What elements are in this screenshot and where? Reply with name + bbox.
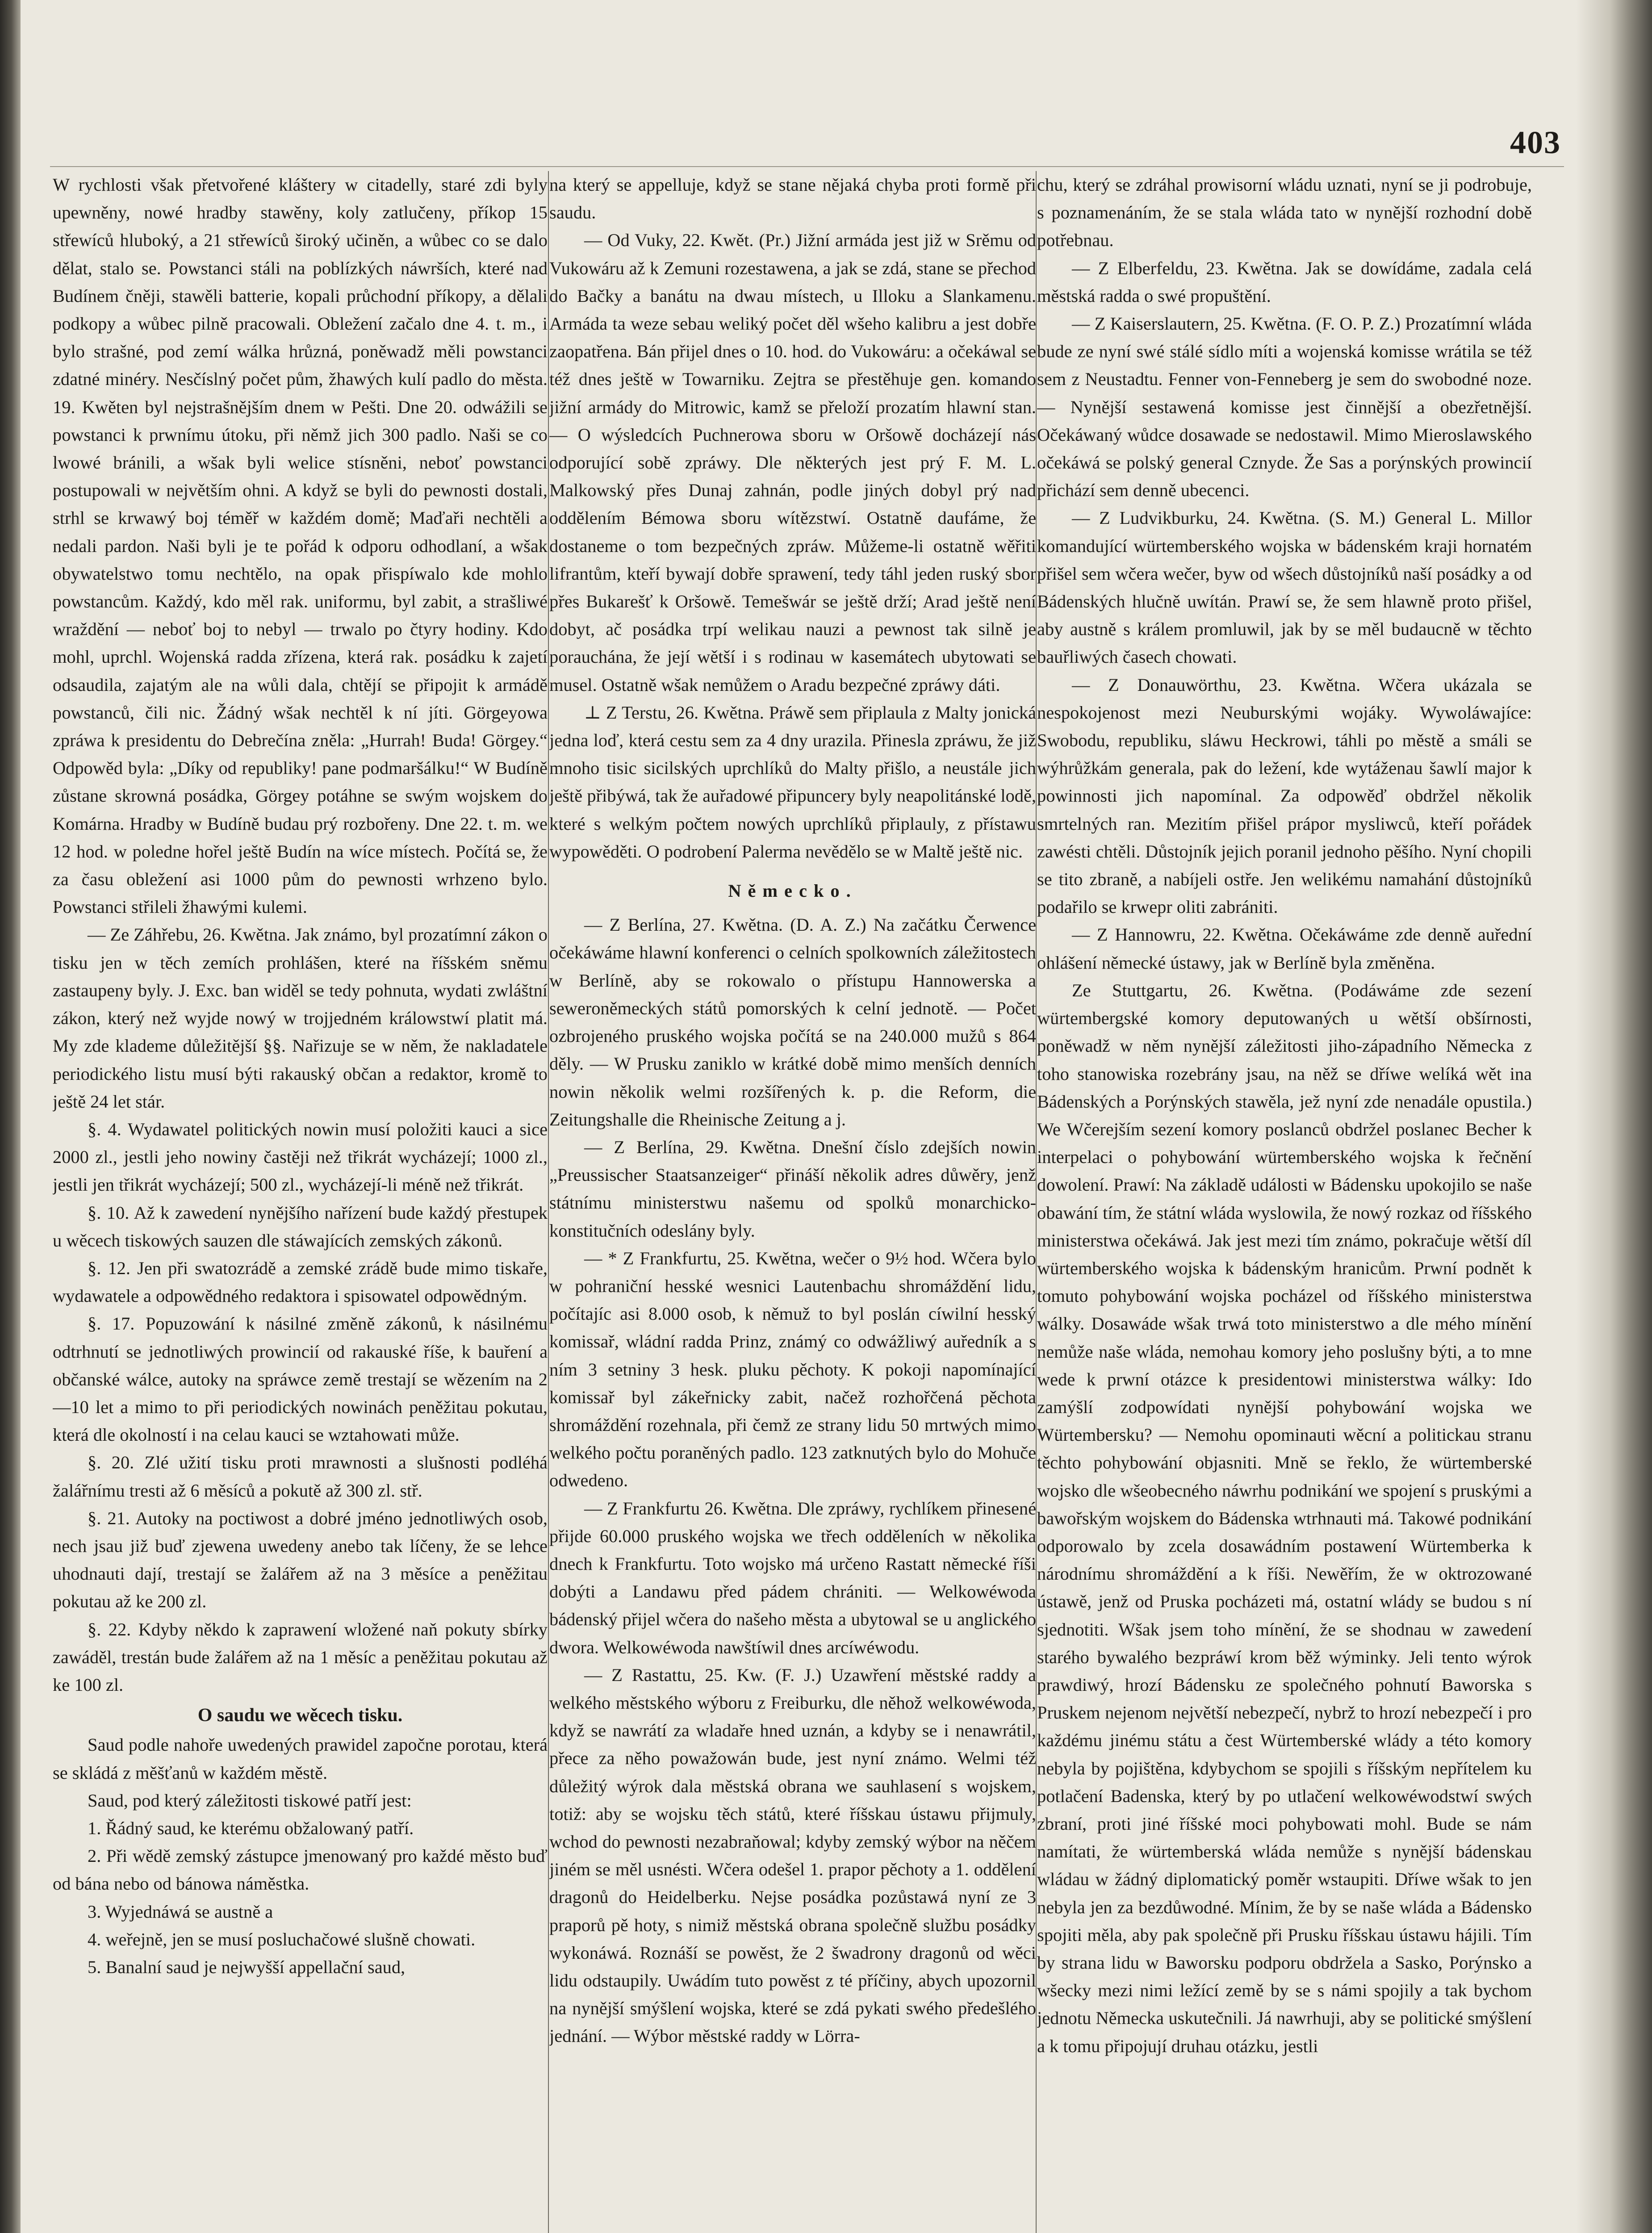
article-paragraph: — Z Berlína, 27. Kwětna. (D. A. Z.) Na začátku Čerwence očekáwáme hlawní konferenci o celních spolkowních záležitostech w Berlíně, aby se rokowalo o přístupu Hannowerska a seweroněmeckých států pomorských k celní jednotě. — Počet ozbrojeného pruského wojska počítá se na 240.000 mužů s 864 děly. — W Prusku zaniklo w krátké době mimo menších denních nowin několik welmi rozšířených k. p. die Reform, die Zeitungshalle die Rheinische Zeitung a j.: [549, 915, 1036, 1129]
article-paragraph: 5. Banalní saud je nejwyšší appellační saud,: [88, 1957, 406, 1977]
article-paragraph: W rychlosti však přetvořené kláštery w citadelly, staré zdi byly upewněny, nowé hradby stawěny, koly zatlučeny, příkop 15 střewíců hluboký, a 21 střewíců široký učiněn, a wůbec co se dalo dělat, stalo se. Powstanci stáli na poblízkých náwrších, které nad Budínem čněji, stawěli batterie, kopali průchodní příkopy, a dělali podkopy a wůbec pilně pracowali. Obležení začalo dne 4. t. m., i bylo strašné, pod zemí wálka hrůzná, poněwadž měli powstanci zdatné minéry. Nesčíslný počet pům, žhawých kulí padlo do města. 19. Kwěten byl nejstrašnějším dnem w Pešti. Dne 20. odwážili se powstanci k prwnímu útoku, při němž jich 300 padlo. Naši se co lwowé bránili, a wšak byli welice stísněni, neboť powstanci postupowali w největším ohni. A když se byli do pewnosti dostali, strhl se krwawý boj téměř w každém domě; Maďaři nechtěli a nedali pardon. Naši byli je te pořád k odporu odhodlaní, a wšak obywatelstwo tomu nechtělo, na opak přispíwalo kde mohlo powstancům. Každý, kdo měl rak. uniformu, byl zabit, a strašliwé wraždění — neboť boj to nebyl — trwalo po čtyry hodiny. Kdo mohl, uprchl. Wojenská radda zřízena, která rak. posádku k zajetí odsaudila, zajatým ale na wůli dala, chtějí se připojit k armádě powstanců, čili nic. Žádný wšak nechtěl k ní jíti. Görgeyowa zpráwa k presidentu do Debrečína zněla: „Hurrah! Buda! Görgey.“ Odpowěd byla: „Díky od republiky! pane podmaršálku!“ W Budíně zůstane skrowná posádka, Görgey potáhne se swým wojskem do Komárna. Hradby w Budíně budau prý rozbořeny. Dne 22. t. m. we 12 hod. w poledne hořel ještě Budín na wíce místech. Počítá se, že za času obležení asi 1000 pům do pewnosti wrhzeno bylo. Powstanci střileli žhawými kulemi.: [53, 175, 548, 917]
column-divider: [548, 171, 549, 2233]
article-paragraph: §. 4. Wydawatel politických nowin musí položiti kauci a sice 2000 zl., jestli jeho nowiny častěji než třikrát wycházejí; 1000 zl., jestli jen třikrát wycházejí; 500 zl., wycházejí-li méně než třikrát.: [53, 1119, 548, 1195]
article-paragraph: §. 10. Až k zawedení nynějšího nařízení bude každý přestupek u wěcech tiskowých sauzen dle stáwajících zemských zákonů.: [53, 1202, 548, 1250]
article-paragraph: 4. weřejně, jen se musí posluchačowé slušně chowati.: [88, 1929, 476, 1949]
article-paragraph: — Z Elberfeldu, 23. Kwětna. Jak se dowídáme, zadala celá městská radda o swé propuštění.: [1037, 258, 1532, 306]
article-paragraph: 3. Wyjednáwá se austně a: [88, 1901, 273, 1922]
article-paragraph: — Z Ludvikburku, 24. Kwětna. (S. M.) General L. Millor komandující würtemberského wojska w bádenském kraji hornatém přišel sem wčera wečer, byw od wšech důstojníků naší posádky a od Bádenských hlučně uwítán. Prawí se, že sem hlawně proto přišel, aby austně s králem promluwil, jak by se měl budaucně w těchto bauřliwých časech chowati.: [1037, 508, 1532, 667]
article-paragraph: — Z Frankfurtu 26. Kwětna. Dle zpráwy, rychlíkem přinesené přijde 60.000 pruského wojska we třech odděleních w několika dnech k Frankfurtu. Toto wojsko má určeno Rastatt německé říši dobýti a Landawu před pádem chrániti. — Welkowéwoda bádenský přijel wčera do našeho města a ubytowal se u anglického dwora. Welkowéwoda nawštíwil dnes arcíwéwodu.: [549, 1498, 1036, 1657]
article-paragraph: — Od Vuky, 22. Kwět. (Pr.) Jižní armáda jest již w Srěmu od Vukowáru až k Zemuni rozestawena, a jak se zdá, stane se přechod do Bačky a banátu na dwau místech, u Illoku a Slankamenu. Armáda ta weze sebau weliký počet děl wšeho kalibru a jest dobře zaopatřena. Bán přijel dnes o 10. hod. do Vukowáru: a očekáwal se též dnes ještě w Towarniku. Zejtra se přestěhuje gen. komando jižní armády do Mitrowic, kamž se přeloží prozatím hlawní stan. — O wýsledcích Puchnerowa sboru w Oršowě docházejí nás odporující sobě zpráwy. Dle některých jest prý F. M. L. Malkowský přes Dunaj zahnán, podle jiných dobyl prý nad oddělením Bémowa sboru wítězstwí. Ostatně daufáme, že dostaneme o tom bezpečných zpráw. Můžeme-li ostatně wěřiti lifrantům, kteří bywají dobře sprawení, tedy táhl jeden ruský sbor přes Bukarešť k Oršowě. Temešwár se ještě drží; Arad ještě není dobyt, ač posádka trpí welikau nauzi a pewnost tak silně je porauchána, že její wětší i s rodinau w kasemátech ubytowati se musel. Ostatně wšak nemůžem o Aradu bezpečné zpráwy dáti.: [549, 230, 1036, 695]
column-right: [1037, 171, 1532, 2233]
subsection-heading: O saudu we wěcech tisku.: [197, 1705, 403, 1726]
page-number: 403: [1510, 125, 1561, 160]
article-paragraph: Saud, pod který záležitosti tiskowé patří jest:: [88, 1790, 412, 1811]
article-paragraph: §. 22. Kdyby někdo k zaprawení wložené naň pokuty sbírky zawáděl, trestán bude žalářem až na 1 měsíc a peněžitau pokutau až ke 100 zl.: [53, 1619, 548, 1695]
article-paragraph: Saud podle nahoře uwedených prawidel započne porotau, která se skládá z měšťanů w každém městě.: [53, 1735, 548, 1783]
article-paragraph: na který se appelluje, když se stane nějaká chyba proti formě při saudu.: [549, 175, 1036, 223]
column-left: [53, 171, 548, 2233]
article-paragraph: — * Z Frankfurtu, 25. Kwětna, wečer o 9½ hod. Wčera bylo w pohraniční hesské wesnici Lautenbachu shromáždění lidu, počítajíc asi 8.000 osob, k němuž to byl poslán cíwilní hesský komissař, wládní radda Prinz, známý co odwážliwý auředník a s ním 3 setniny 3 hesk. pluku pěchoty. K pokoji napomínající komissař byl zákeřnicky zabit, načež rozhořčená pěchota shromáždění rozehnala, při čemž ze strany lidu 50 mrtwých mimo welkého počtu poraněných padlo. 123 zatknutých bylo do Mohuče odwedeno.: [549, 1248, 1036, 1491]
article-paragraph: — Z Berlína, 29. Kwětna. Dnešní číslo zdejších nowin „Preussischer Staatsanzeiger“ přináší několik adres důwěry, jenž státnímu ministerstwu našemu od spolků monarchicko-konstitučních odeslány byly.: [549, 1137, 1036, 1241]
article-paragraph: — Z Kaiserslautern, 25. Kwětna. (F. O. P. Z.) Prozatímní wláda bude ze nyní swé stálé sídlo míti a wojenská komisse wrátila se též sem z Neustadtu. Fenner von-Fenneberg je sem do swobodné noze. — Nynější sestawená komisse jest činnější a obezřetnější. Očekáwaný wůdce dosawade se nedostawil. Mimo Mieroslawského očekáwá se polský general Cznyde. Že Sas a porýnských prowincií přichází sem denně ubecenci.: [1037, 314, 1532, 501]
page-edge-shadow: [1576, 0, 1652, 2233]
article-paragraph: — Z Hannowru, 22. Kwětna. Očekáwáme zde denně auřední ohlášení německé ústawy, jak w Berlíně byla změněna.: [1037, 924, 1532, 973]
article-paragraph: — Ze Záhřebu, 26. Kwětna. Jak známo, byl prozatímní zákon o tisku jen w těch zemích prohlášen, které na říšském sněmu zastaupeny byly. J. Exc. ban widěl se tedy pohnuta, wydati zwláštní zákon, který než wyjde nowý w trojjedném králowstwí platit má. My zde klademe důležitější §§. Nařizuje se w něm, že nakladatele periodického listu musí býti rakauský občan a redaktor, kromě to ještě 24 let stár.: [53, 924, 548, 1112]
article-paragraph: — Z Donauwörthu, 23. Kwětna. Wčera ukázala se nespokojenost mezi Neuburskými wojáky. Wywoláwajíce: Swobodu, republiku, sláwu Heckrowi, táhli po městě a smáli se wýhrůžkám generala, pak do ležení, kde wytáženau šawlí major k powinnosti jich napomínal. Za odpowěď obdržel několik smrtelných ran. Mezitím přišel prápor mysliwců, kteří pořádek zawésti chtěli. Důstojník jejich poranil jednoho pěšího. Nyní chopili se tito zbraně, a nabíjeli ostře. Jen welikému namahání důstojníků podařilo se krwepr oliti zabrániti.: [1037, 674, 1532, 917]
article-paragraph: §. 17. Popuzowání k násilné změně zákonů, k násilnému odtrhnutí se jednotliwých prowincií od rakauské říše, k bauření a občanské wálce, autoky na spráwce země trestají se wězením na 2—10 let a mimo to při periodických nowinách peněžitau pokutau, která dle okolností i na celau kauci se wztahowati může.: [53, 1313, 548, 1445]
article-paragraph: — Z Rastattu, 25. Kw. (F. J.) Uzawření městské raddy a welkého městského wýboru z Freiburku, dle něhož welkowéwoda, když se nawrátí za wladaře hned uznán, a kdyby se i nenawrátil, přece za něho powažowán bude, jest nyní známo. Welmi též důležitý wýrok dala městská obrana we sauhlasení s wojskem, totiž: aby se wojsku těch států, které říšskau ústawu přijmuly, wchod do pewnosti nezabraňowal; kdyby zemský wýbor na něčem jiném se měl usnésti. Wčera odešel 1. prapor pěchoty a 1. oddělení dragonů do Heidelberku. Nejse posádka pozůstawá nyní ze 3 praporů pě hoty, s nimiž městská obrana společně službu posádky wykonáwá. Roznáší se powěst, že 2 šwadrony dragonů od wěci lidu odstaupily. Uwádím tuto powěst z té příčiny, abych upozornil na nynější smýšlení wojska, které se zdá pykati swého předešlého jednání. — Wýbor městské raddy w Lörra-: [549, 1664, 1036, 2046]
header-rule: [50, 166, 1564, 167]
article-paragraph: §. 21. Autoky na poctiwost a dobré jméno jednotliwých osob, nech jsau již buď zjewena uwedeny anebo tak líčeny, že se lehce uhodnauti dají, trestají se žalářem až na 3 měsíce a peněžitau pokutau až ke 200 zl.: [53, 1508, 548, 1612]
section-heading: Německo.: [728, 881, 857, 901]
book-binding-edge: [0, 0, 21, 2233]
article-paragraph: ⊥ Z Terstu, 26. Kwětna. Práwě sem připlaula z Malty jonická jedna loď, která cestu sem za 4 dny urazila. Přinesla zpráwu, že již mnoho tisic sicilských uprchlíků do Malty přišlo, a neustále jich ještě přibýwá, tak že auřadowé připuncery byly neapolitánské lodě, které s welkým počtem nowých uprchlíků připlauly, z přístawu wypowěděti. O podrobení Palerma nevědělo se w Maltě ještě nic.: [549, 702, 1036, 861]
article-paragraph: chu, který se zdráhal prowisorní wládu uznati, nyní se ji podrobuje, s poznamenáním, že se stala wláda tato w nynější rozhodní době potřebnau.: [1037, 175, 1532, 251]
column-divider: [1036, 171, 1037, 2233]
article-paragraph: Ze Stuttgartu, 26. Kwětna. (Podáwáme zde sezení würtembergské komory deputowaných u wětší obšírnosti, poněwadž w něm nynější záležitosti jiho-západního Německa z toho stanowiska rozebrány jsau, na něž se dříwe welíká wět ina Bádenských a Porýnských stawěla, jež nyní zde nenadále opustila.) We Wčerejším sezení komory poslanců obdržel poslanec Becher k interpelaci o pohybowání würtemberského wojska k řečnění dowolení. Prawí: Na základě události w Bádensku upokojilo se naše obawání tím, že státní wláda wyslowila, že nowý rozkaz od říšského ministerstwa očekáwá. Jak jest mezi tím známo, pokračuje wětší díl würtemberského wojska k bádenským hranicům. Prwní podnět k tomuto pohybowání wojska pocházel od říšského ministerstwa wálky. Dosawáde wšak trwá toto ministerstwo a dle mého mínění nemůže naše wláda, nemohau komory jeho poslušny býti, a to mne wede k prwní otázce k presidentowi ministerstwa wálky: Ido zamýšlí zodpowídati nynější pohybowání wojska we Würtembersku? — Nemohu opominauti wěcní a politickau stranu těchto pohybowání objasniti. Mně se řeklo, že würtemberské wojsko dle wšeobecného náwrhu podnikání we spojení s pruskými a bawořským wojskem do Bádenska wtrhnauti má. Takowé podnikání odporowalo by zcela dosawádním postawení Würtemberka k národnímu shromáždění a k říši. Newěřím, že w oktrozowané ústawě, jenž od Pruska pocházeti má, ostatní wlády se budou s ní sjednotiti. Wšak jsem toho mínění, že se shodnau w zawedení starého bywalého bezpráwí krom běž wýminky. Jeli tento wýrok prawdiwý, hrozí Bádensku ze společného pohnutí Baworska s Pruskem nejenom největší nebezpečí, nybrž to hrozí nebezpečí i pro každému jinému státu a čest Würtemberské wlády a této komory nebyla by pojištěna, kdybychom se spojili s říšským nepřítelem ku potlačení Badenska, který by po utlačení welkowéwodstwí swých zbraní, proti jiné říšské moci pohybowati mohl. Bude se nám namítati, že würtemberská wláda nemůže s nynější bádenskau wládau w žádný diplomatický poměr wstaupiti. Dříwe wšak to jen nebyla jen za bezdůwodné. Mínim, že by se naše wláda a Bádensko spojiti měla, aby pak společně při Prusku říšskau ústawu hájili. Tím by strana lidu w Baworsku podporu obdržela a Sasko, Porýnsko a wšecky mezi nimi ležící země by se s námi spojily a tak bychom jednotu Německa uskutečnili. Já nawrhuji, aby se politické smýšlení a k tomu připojují druhau otázku, jestli: [1037, 980, 1532, 2056]
article-paragraph: 1. Řádný saud, ke kterému obžalowaný patří.: [88, 1818, 414, 1838]
article-paragraph: 2. Při wědě zemský zástupce jmenowaný pro každé město buď od bána nebo od bánowa náměstka.: [53, 1846, 548, 1894]
article-paragraph: §. 20. Zlé užití tisku proti mrawnosti a slušnosti podléhá žalářnímu tresti až 6 měsíců a pokutě až 300 zl. stř.: [53, 1452, 548, 1501]
column-middle: [549, 171, 1036, 2233]
article-paragraph: §. 12. Jen při swatozrádě a zemské zrádě bude mimo tiskaře, wydawatele a odpowědného redaktora i spisowatel odpowědným.: [53, 1258, 548, 1306]
